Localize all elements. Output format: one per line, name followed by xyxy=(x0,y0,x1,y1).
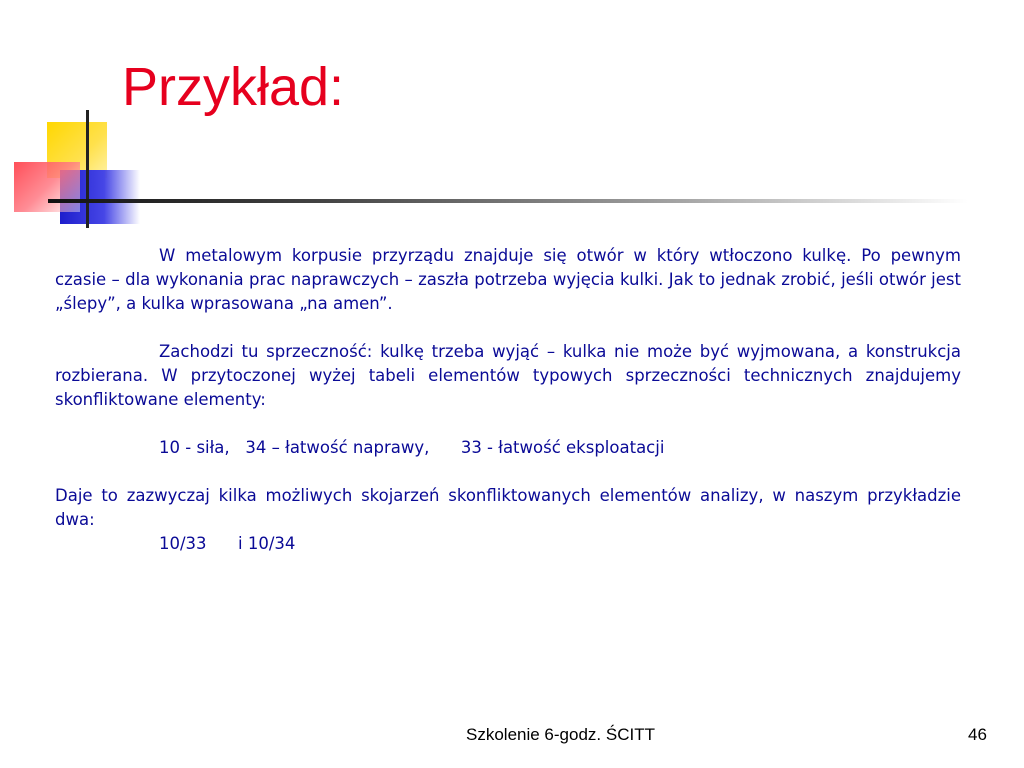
conflicting-elements-line: 10 - siła, 34 – łatwość naprawy, 33 - łatwość eksploatacji xyxy=(159,438,665,457)
paragraph-contradiction: Zachodzi tu sprzeczność: kulkę trzeba wyjąć – kulka nie może być wyjmowana, a konstrukcja rozbierana. W przytoczonej wyżej tabeli elementów typowych sprzeczności technicznych znajdujemy skonfliktowane elementy: xyxy=(55,342,961,409)
slide-title: Przykład: xyxy=(122,57,345,117)
element-pairs-line: 10/33 i 10/34 xyxy=(159,534,296,553)
paragraph-spacer xyxy=(55,412,961,436)
paragraph-spacer xyxy=(55,316,961,340)
slide-body xyxy=(55,244,961,556)
decorative-red-square xyxy=(14,162,80,212)
paragraph-associations: Daje to zazwyczaj kilka możliwych skojarzeń skonfliktowanych elementów analizy, w naszym przykładzie dwa: xyxy=(55,486,961,529)
title-divider-line xyxy=(48,199,968,203)
footer-course-name: Szkolenie 6-godz. ŚCITT xyxy=(466,725,655,744)
slide-number: 46 xyxy=(968,725,987,744)
paragraph-problem: W metalowym korpusie przyrządu znajduje się otwór w który wtłoczono kulkę. Po pewnym czasie – dla wykonania prac naprawczych – zaszła potrzeba wyjęcia kulki. Jak to jednak zrobić, jeśli otwór jest „ślepy”, a kulka wprasowana „na amen”. xyxy=(55,246,961,313)
paragraph-spacer xyxy=(55,460,961,484)
decorative-vertical-line xyxy=(86,110,89,228)
